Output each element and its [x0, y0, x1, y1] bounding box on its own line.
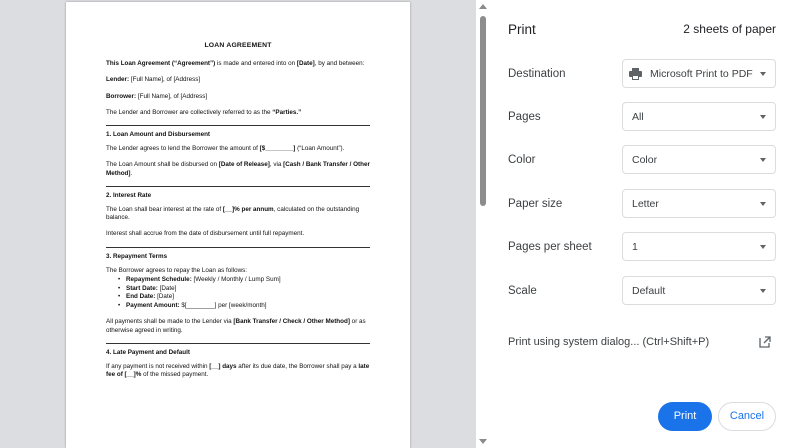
print-button[interactable]: Print: [658, 402, 712, 431]
color-select[interactable]: [622, 145, 776, 174]
preview-page: [66, 2, 410, 448]
borrower-line: Borrower: [Full Name], of [Address]: [106, 92, 208, 100]
chevron-down-icon: [760, 202, 766, 206]
pages-select[interactable]: [622, 102, 776, 131]
destination-select[interactable]: [622, 59, 776, 88]
pages-label: Pages: [508, 111, 541, 123]
section-divider: [106, 186, 370, 187]
parties-line: The Lender and Borrower are collectively referred to as the “Parties.”: [106, 108, 302, 116]
scale-label: Scale: [508, 285, 537, 297]
section-1-paragraph-1: The Lender agrees to lend the Borrower the amount of [$________] (“Loan Amount”).: [106, 145, 345, 153]
paper-size-label: Paper size: [508, 198, 563, 210]
scroll-up-arrow-icon[interactable]: [479, 4, 487, 9]
chevron-down-icon: [760, 289, 766, 293]
scroll-down-arrow-icon[interactable]: [479, 439, 487, 444]
printer-icon: [629, 68, 642, 80]
panel-title: Print: [508, 22, 536, 37]
section-2-paragraph-1: The Loan shall bear interest at the rate of [__]% per annum, calculated on the outstanding balance.: [106, 206, 360, 222]
list-item: • Payment Amount: $[________] per [week/month]: [126, 302, 370, 311]
scrollbar-thumb[interactable]: [480, 16, 486, 206]
pages-per-sheet-select[interactable]: [622, 232, 776, 261]
chevron-down-icon: [760, 115, 766, 119]
chevron-down-icon: [760, 72, 766, 76]
scale-select[interactable]: [622, 276, 776, 305]
destination-value: Microsoft Print to PDF: [650, 68, 753, 80]
preview-scrollbar[interactable]: [476, 0, 490, 448]
section-3-paragraph-2: All payments shall be made to the Lender via [Bank Transfer / Check / Other Method] or as otherwise agreed in writing.: [106, 318, 366, 334]
scale-value: Default: [632, 285, 666, 297]
document-content: [106, 42, 370, 387]
pages-per-sheet-value: 1: [632, 241, 638, 253]
document-title: LOAN AGREEMENT: [204, 42, 272, 49]
section-heading-2: 2. Interest Rate: [106, 191, 152, 199]
section-heading-1: 1. Loan Amount and Disbursement: [106, 131, 211, 139]
section-divider: [106, 125, 370, 126]
system-dialog-link[interactable]: Print using system dialog... (Ctrl+Shift+P): [508, 336, 710, 348]
section-2-paragraph-2: Interest shall accrue from the date of disbursement until full repayment.: [106, 230, 305, 238]
pages-per-sheet-label: Pages per sheet: [508, 241, 592, 253]
lender-line: Lender: [Full Name], of [Address]: [106, 76, 201, 84]
chevron-down-icon: [760, 245, 766, 249]
list-item: • Start Date: [Date]: [126, 285, 370, 294]
color-value: Color: [632, 154, 658, 166]
pages-value: All: [632, 111, 644, 123]
paper-size-value: Letter: [632, 198, 659, 210]
section-3-intro: The Borrower agrees to repay the Loan as follows:: [106, 266, 248, 274]
section-4-paragraph-1: If any payment is not received within [__] days after its due date, the Borrower shall pay a late fee of [__]% of the missed payment.: [106, 363, 370, 379]
open-in-new-icon[interactable]: [758, 335, 772, 349]
intro-paragraph: This Loan Agreement (“Agreement”) is made and entered into on [Date], by and between:: [106, 60, 365, 68]
section-divider: [106, 247, 370, 248]
chevron-down-icon: [760, 158, 766, 162]
cancel-button[interactable]: Cancel: [718, 402, 776, 431]
paper-size-select[interactable]: [622, 189, 776, 218]
list-item: • Repayment Schedule: [Weekly / Monthly / Lump Sum]: [126, 276, 370, 285]
destination-label: Destination: [508, 68, 566, 80]
section-divider: [106, 343, 370, 344]
color-label: Color: [508, 154, 536, 166]
print-settings-panel: [490, 0, 794, 448]
repayment-list: [126, 276, 370, 310]
sheet-count: 2 sheets of paper: [683, 22, 776, 36]
list-item: • End Date: [Date]: [126, 293, 370, 302]
section-heading-3: 3. Repayment Terms: [106, 252, 168, 260]
section-1-paragraph-2: The Loan Amount shall be disbursed on [Date of Release], via [Cash / Bank Transfer / Other Method].: [106, 161, 370, 177]
section-heading-4: 4. Late Payment and Default: [106, 348, 190, 356]
